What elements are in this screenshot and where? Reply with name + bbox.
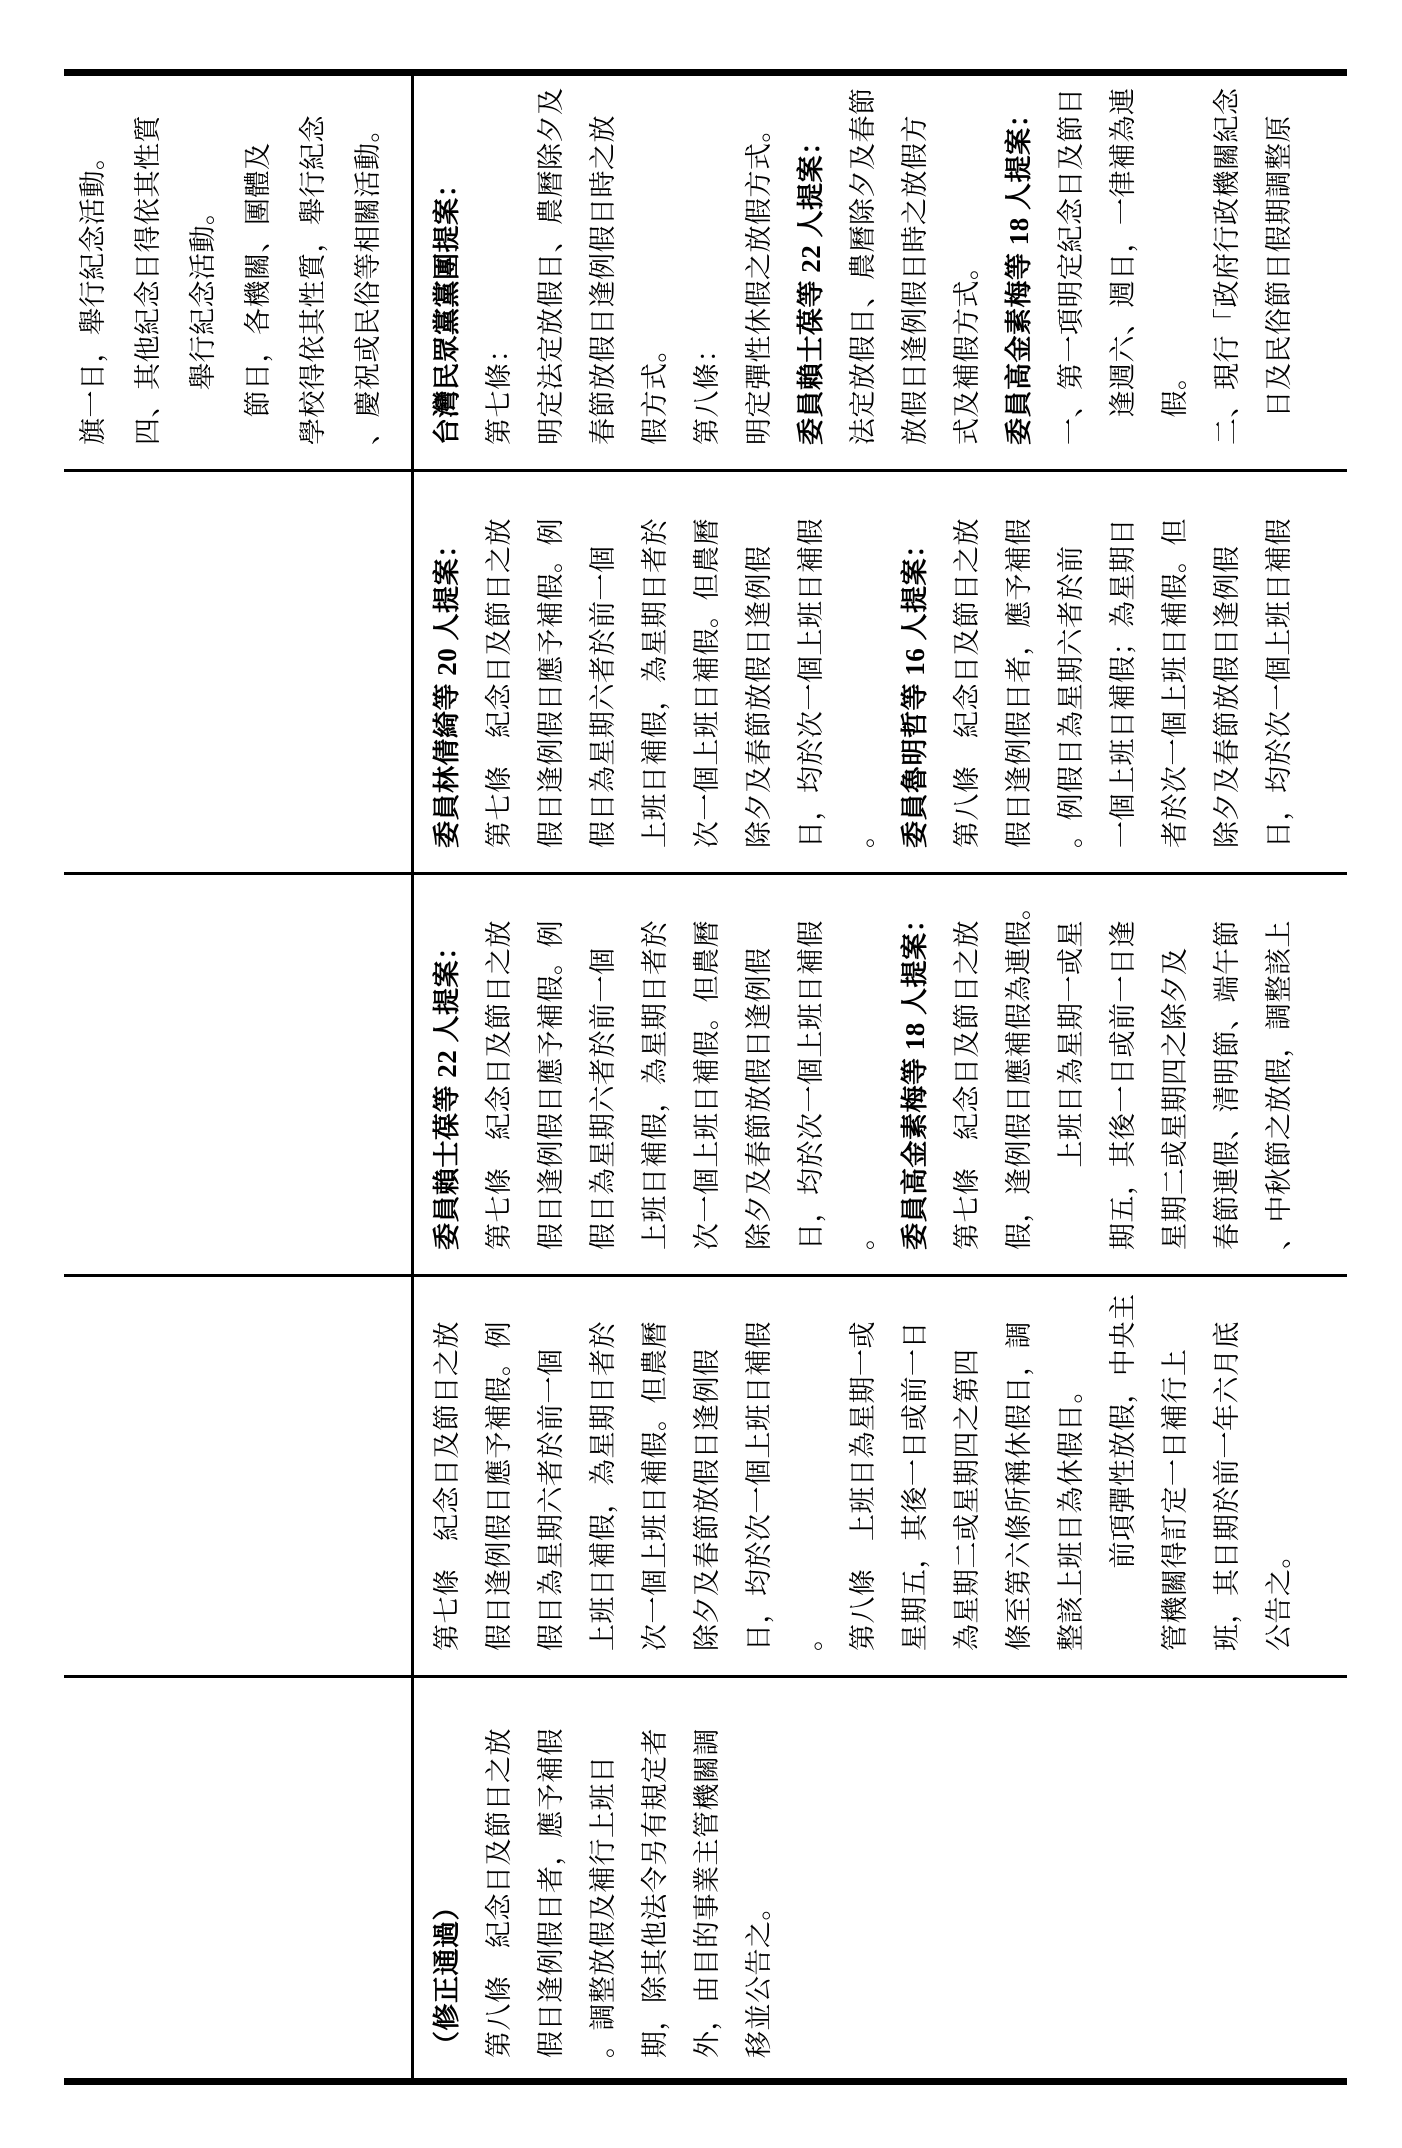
text-line: 假日逢例假日應予補假。例 — [536, 920, 566, 1250]
text-line: 星期五，其後一日或前一日 — [900, 1321, 930, 1651]
text-line: 日，均於次一個上班日補假 — [796, 920, 826, 1250]
text-line: 一、第一項明定紀念日及節日 — [1056, 87, 1086, 445]
text-line: 假日為星期六者於前一個 — [536, 1348, 566, 1651]
text-line: 假日逢例假日應予補假。例 — [536, 518, 566, 848]
text-line: 逢週六、週日，一律補為連 — [1108, 87, 1138, 418]
text-line: 除夕及春節放假日逢例假 — [744, 947, 774, 1250]
text-line: 、中秋節之放假，調整該上 — [1264, 920, 1294, 1250]
text-line: 第七條 紀念日及節日之放 — [432, 1321, 462, 1651]
text-line: 第七條 紀念日及節日之放 — [484, 518, 514, 848]
proposal-header-line: 台灣民眾黨黨團提案： — [432, 170, 462, 445]
text-line: 式及補假方式。 — [952, 252, 982, 445]
text-line: 假，逢例假日應補假為連假。 — [1004, 892, 1034, 1250]
text-line: 四、其他紀念日得依其性質 — [133, 115, 163, 445]
text-line: 假日逢例假日應予補假。例 — [484, 1321, 514, 1651]
text-line: 放假日逢例假日時之放假方 — [900, 115, 930, 445]
text-line: 次一個上班日補假。但農曆 — [692, 920, 722, 1250]
text-line: 期五，其後一日或前一日逢 — [1108, 920, 1138, 1250]
text-line: 上班日補假，為星期日者於 — [640, 518, 670, 848]
text-line: 。調整放假及補行上班日 — [588, 1755, 618, 2058]
text-line: 上班日補假，為星期日者於 — [640, 920, 670, 1250]
text-line: 第八條 上班日為星期一或 — [848, 1321, 878, 1651]
text-line: 節日，各機關、團體及 — [243, 142, 273, 418]
proposal-header-line: 委員賴士葆等 22 人提案： — [432, 932, 462, 1250]
text-line: 星期二或星期四之除夕及 — [1160, 947, 1190, 1250]
table-cell-explanation-column-upper — [58, 69, 411, 472]
proposal-header-line: 委員高金素梅等 18 人提案： — [1004, 100, 1034, 445]
text-line: 日，均於次一個上班日補假 — [796, 518, 826, 848]
text-line: 整該上班日為休假日。 — [1056, 1376, 1086, 1651]
table-cell-proposal-lin-chien-chi-and-lu-ming-che — [413, 472, 1347, 875]
proposal-header-line: 委員魯明哲等 16 人提案： — [900, 530, 930, 848]
text-line: 第八條： — [692, 335, 722, 445]
text-line: 第八條 紀念日及節日之放 — [952, 518, 982, 848]
text-line: 假。 — [1160, 362, 1190, 418]
text-line: 除夕及春節放假日逢例假 — [744, 545, 774, 848]
text-line: 、慶祝或民俗等相關活動。 — [353, 115, 383, 445]
text-line: 假日為星期六者於前一個 — [588, 545, 618, 848]
text-line: 明定法定放假日、農曆除夕及 — [536, 87, 566, 445]
table-cell-amended-adopted-column — [413, 1682, 1347, 2085]
text-line: 管機關得訂定一日補行上 — [1160, 1348, 1190, 1651]
table-cell-explanation-column — [413, 69, 1347, 472]
text-line: 公告之。 — [1264, 1541, 1294, 1651]
proposal-header-line: 委員賴士葆等 22 人提案： — [796, 127, 826, 445]
text-line: 春節連假、清明節、端午節 — [1212, 920, 1242, 1250]
text-line: 法定放假日、農曆除夕及春節 — [848, 87, 878, 445]
text-line: 者於次一個上班日補假。但 — [1160, 518, 1190, 848]
text-line: 日，均於次一個上班日補假 — [1264, 518, 1294, 848]
text-line: 假日逢例假日者，應予補假 — [1004, 518, 1034, 848]
text-line: 班，其日期於前一年六月底 — [1212, 1321, 1242, 1651]
text-line: 春節放假日逢例假日時之放 — [588, 115, 618, 445]
proposal-header-line: 委員林倩綺等 20 人提案： — [432, 530, 462, 848]
text-line: 第八條 紀念日及節日之放 — [484, 1728, 514, 2058]
table-cell-proposal-lai-shih-pao-and-kao-chin-su-mei — [413, 874, 1347, 1277]
text-line: 上班日為星期一或星 — [1056, 920, 1086, 1168]
text-line: 旗一日，舉行紀念活動。 — [78, 142, 108, 445]
text-line: 明定彈性休假之放假方式。 — [744, 115, 774, 445]
proposal-header-line: （修正通過） — [432, 1893, 462, 2058]
text-line: 。 — [848, 820, 878, 848]
text-line: 上班日補假，為星期日者於 — [588, 1321, 618, 1651]
table-cell-draft-article-column — [413, 1275, 1347, 1678]
proposal-header-line: 委員高金素梅等 18 人提案： — [900, 905, 930, 1250]
text-line: 第七條： — [484, 335, 514, 445]
text-line: 移並公告之。 — [744, 1893, 774, 2058]
text-line: 除夕及春節放假日逢例假 — [1212, 545, 1242, 848]
text-line: 假方式。 — [640, 335, 670, 445]
text-line: 條至第六條所稱休假日，調 — [1004, 1321, 1034, 1651]
text-line: 二、現行「政府行政機關紀念 — [1212, 87, 1242, 445]
text-line: 第七條 紀念日及節日之放 — [952, 920, 982, 1250]
text-line: 假日為星期六者於前一個 — [588, 947, 618, 1250]
text-line: 學校得依其性質，舉行紀念 — [298, 115, 328, 445]
text-line: 一個上班日補假；為星期日 — [1108, 518, 1138, 848]
text-line: 日及民俗節日假期調整原 — [1264, 115, 1294, 418]
text-line: 假日逢例假日者，應予補假 — [536, 1728, 566, 2058]
text-line: 。例假日為星期六者於前 — [1056, 545, 1086, 848]
text-line: 第七條 紀念日及節日之放 — [484, 920, 514, 1250]
text-line: 外，由目的事業主管機關調 — [692, 1728, 722, 2058]
text-line: 除夕及春節放假日逢例假 — [692, 1348, 722, 1651]
text-line: 。 — [796, 1623, 826, 1651]
text-line: 為星期二或星期四之第四 — [952, 1348, 982, 1651]
text-line: 前項彈性放假，中央主 — [1108, 1293, 1138, 1569]
text-line: 期，除其他法令另有規定者 — [640, 1728, 670, 2058]
text-line: 次一個上班日補假。但農曆 — [640, 1321, 670, 1651]
text-line: 次一個上班日補假。但農曆 — [692, 518, 722, 848]
text-line: 舉行紀念活動。 — [188, 197, 218, 390]
text-line: 日，均於次一個上班日補假 — [744, 1321, 774, 1651]
text-line: 。 — [848, 1222, 878, 1250]
